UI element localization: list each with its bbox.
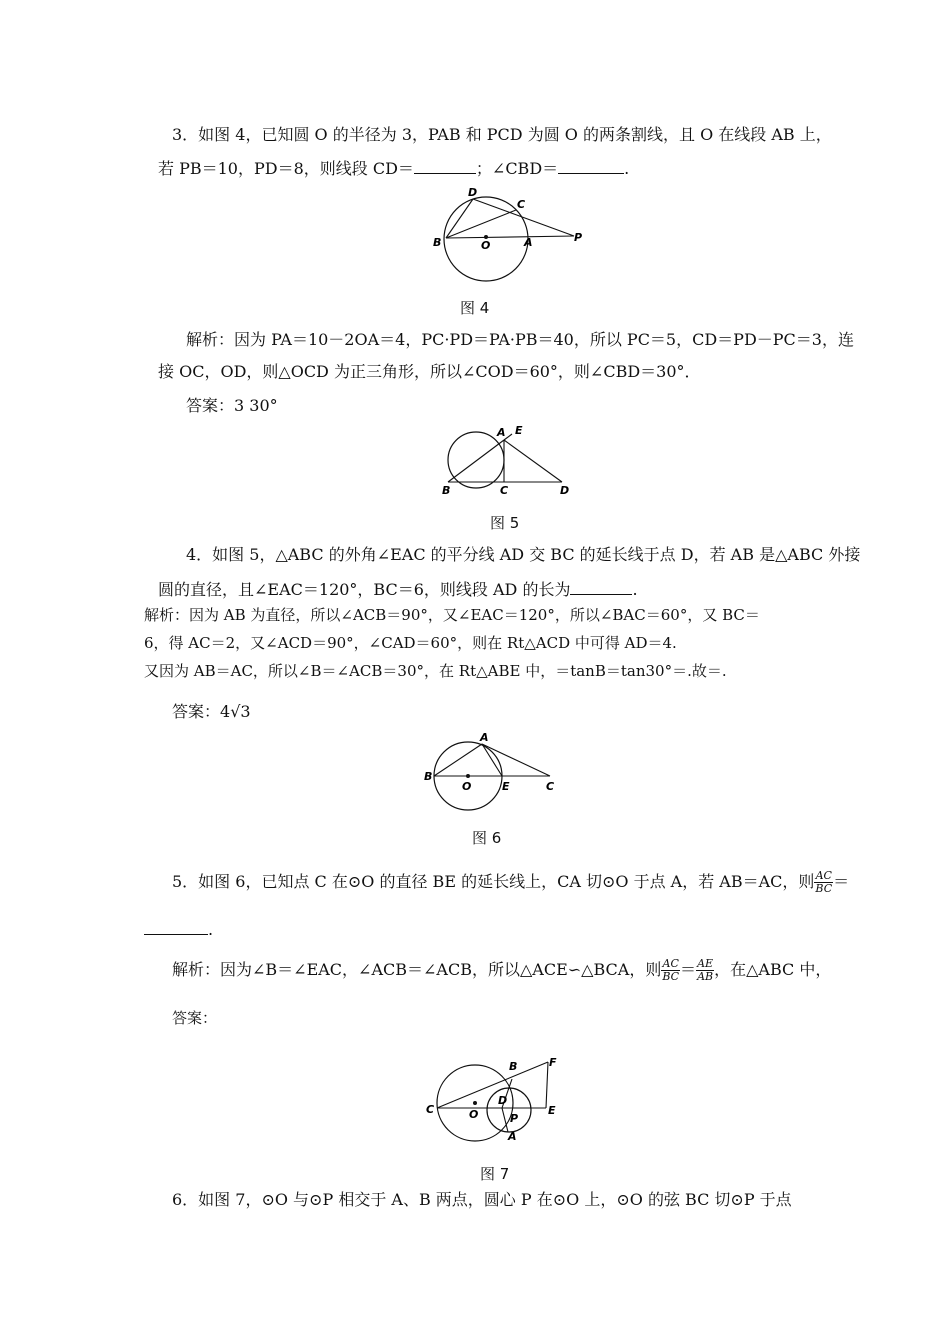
fig6-label-o: O bbox=[462, 780, 472, 793]
p3-line2-b: ；∠CBD＝ bbox=[475, 159, 559, 178]
fig4-line-bc bbox=[446, 210, 516, 238]
p3-line2-a: 若 PB＝10，PD＝8，则线段 CD＝ bbox=[158, 159, 414, 178]
fig7-label-c: C bbox=[426, 1103, 435, 1116]
fig6-label-a: A bbox=[480, 732, 489, 744]
fig7-label-f: F bbox=[549, 1056, 557, 1069]
p4-line2 bbox=[158, 578, 638, 600]
p5-line1-text: 5．如图 6，已知点 C 在⊙O 的直径 BE 的延长线上，CA 切⊙O 于点 A，若 AB＝AC，则 bbox=[172, 872, 815, 891]
p5-line2 bbox=[144, 918, 213, 940]
fig4-line-bp bbox=[446, 236, 574, 238]
fig5-label-b: B bbox=[442, 484, 451, 497]
fig7-label-o: O bbox=[469, 1108, 479, 1121]
fig7-circle-p bbox=[487, 1088, 531, 1132]
fig6-label-c: C bbox=[546, 780, 555, 793]
p5-frac2-num: AC bbox=[662, 957, 679, 970]
fig5-line-ad bbox=[504, 440, 562, 482]
fig5-label-a: A bbox=[497, 426, 506, 439]
p5-line1 bbox=[172, 868, 849, 896]
fig4-label-b: B bbox=[433, 236, 442, 249]
fig5-label-d: D bbox=[560, 484, 570, 497]
p5-solution-a: 解析：因为∠B＝∠EAC，∠ACB＝∠ACB，所以△ACE∽△BCA，则 bbox=[172, 960, 662, 979]
fig4-label-d: D bbox=[468, 186, 478, 199]
p5-answer: 答案： bbox=[172, 1009, 218, 1027]
p4-solution-line1: 解析：因为 AB 为直径，所以∠ACB＝90°，又∠EAC＝120°，所以∠BAC＝60°，又 BC＝ bbox=[144, 606, 760, 624]
p5-frac1-num: AC bbox=[815, 869, 832, 882]
fig5-label-c: C bbox=[500, 484, 509, 497]
figure-6 bbox=[422, 732, 562, 814]
p4-answer-label: 答案： bbox=[172, 702, 221, 721]
figure-4 bbox=[428, 186, 618, 286]
fig6-center-dot bbox=[466, 774, 470, 778]
fig4-label-p: P bbox=[574, 231, 583, 244]
fig4-label-a: A bbox=[524, 236, 533, 249]
p5-line2-end: . bbox=[208, 920, 214, 939]
p3-answer: 答案：3 30° bbox=[186, 396, 278, 415]
p5-fraction-ac-bc-2 bbox=[661, 958, 680, 983]
p4-line2-a: 圆的直径，且∠EAC＝120°，BC＝6，则线段 AD 的长为 bbox=[158, 580, 571, 599]
fig4-label-o: O bbox=[481, 239, 491, 252]
p4-answer bbox=[172, 702, 251, 722]
fig4-label-c: C bbox=[517, 198, 526, 211]
answer-blank-ratio[interactable] bbox=[144, 918, 208, 935]
p5-fraction-ae-ab bbox=[696, 958, 714, 983]
p3-line2 bbox=[158, 157, 629, 179]
fig7-label-p: P bbox=[510, 1112, 519, 1125]
p4-solution-line2: 6，得 AC＝2，又∠ACD＝90°，∠CAD＝60°，则在 Rt△ACD 中可得 AD＝4. bbox=[144, 634, 677, 652]
fig5-label-e: E bbox=[515, 424, 523, 437]
p4-solution-line3: 又因为 AB＝AC，所以∠B＝∠ACB＝30°，在 Rt△ABE 中，＝tanB＝tan30°＝.故＝. bbox=[144, 662, 727, 680]
answer-blank-cbd[interactable] bbox=[558, 157, 624, 174]
p3-line2-c: . bbox=[624, 159, 630, 178]
p4-line1: 4．如图 5，△ABC 的外角∠EAC 的平分线 AD 交 BC 的延长线于点 D，若 AB 是△ABC 外接 bbox=[186, 545, 861, 564]
fig6-label-e: E bbox=[502, 780, 510, 793]
fig7-center-o-dot bbox=[473, 1101, 477, 1105]
fig7-label-d: D bbox=[498, 1094, 508, 1107]
figure-5 bbox=[438, 422, 578, 500]
fig7-label-e: E bbox=[548, 1104, 556, 1117]
fig7-line-ef bbox=[546, 1062, 548, 1108]
figure-7 bbox=[422, 1052, 572, 1144]
p3-solution-line2: 接 OC，OD，则△OCD 为正三角形，所以∠COD＝60°，则∠CBD＝30°． bbox=[158, 362, 701, 381]
fig5-circle bbox=[448, 432, 504, 488]
p4-answer-value: 4√3 bbox=[220, 702, 251, 721]
p4-line2-b: . bbox=[632, 580, 638, 599]
p5-fraction-ac-bc bbox=[814, 870, 833, 895]
figure-7-caption: 图 7 bbox=[480, 1165, 510, 1183]
p5-frac3-den: AB bbox=[697, 970, 714, 983]
fig6-line-ba bbox=[434, 744, 482, 776]
p3-solution-line1: 解析：因为 PA＝10－2OA＝4，PC·PD＝PA·PB＝40，所以 PC＝5，CD＝PD－PC＝3，连 bbox=[186, 330, 854, 349]
p5-frac1-den: BC bbox=[815, 882, 833, 895]
p3-line1: 3．如图 4，已知圆 O 的半径为 3，PAB 和 PCD 为圆 O 的两条割线，且 O 在线段 AB 上， bbox=[172, 125, 832, 144]
p6-line1: 6．如图 7，⊙O 与⊙P 相交于 A、B 两点，圆心 P 在⊙O 上，⊙O 的弦 BC 切⊙P 于点 bbox=[172, 1190, 792, 1209]
figure-4-caption: 图 4 bbox=[460, 299, 490, 317]
answer-blank-ad[interactable] bbox=[570, 578, 632, 595]
p5-solution-eq: ＝ bbox=[680, 960, 697, 979]
figure-5-caption: 图 5 bbox=[490, 514, 520, 532]
fig7-label-b: B bbox=[509, 1060, 518, 1073]
p5-solution-b: ，在△ABC 中， bbox=[714, 960, 832, 979]
p5-frac3-num: AE bbox=[697, 957, 714, 970]
fig7-label-a: A bbox=[508, 1130, 517, 1143]
fig6-label-b: B bbox=[424, 770, 433, 783]
p5-frac2-den: BC bbox=[662, 970, 680, 983]
answer-blank-cd[interactable] bbox=[414, 157, 476, 174]
figure-6-caption: 图 6 bbox=[472, 829, 502, 847]
p5-solution bbox=[172, 956, 831, 984]
fig5-line-ba bbox=[448, 440, 504, 482]
p5-line1-end: ＝ bbox=[833, 872, 850, 891]
